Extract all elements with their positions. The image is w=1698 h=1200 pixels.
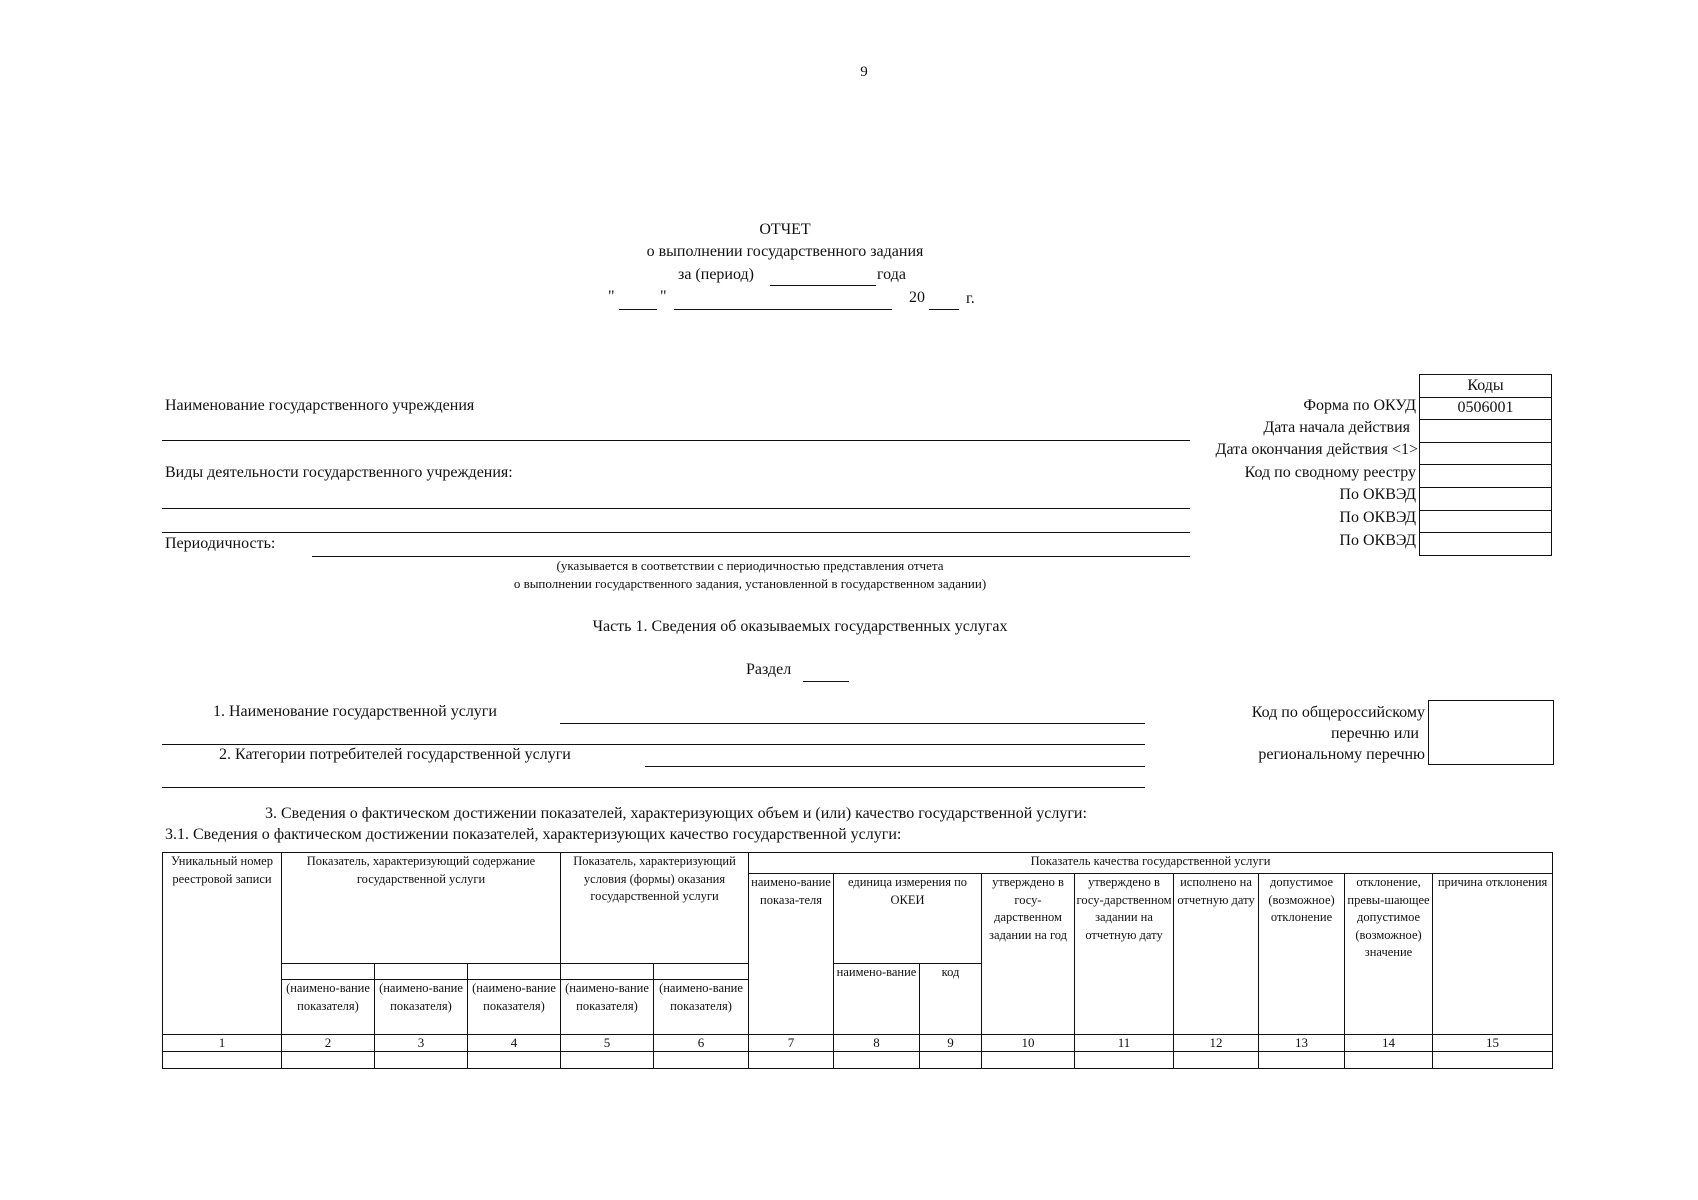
institution-name-line[interactable]: [162, 440, 1190, 441]
blank-cell[interactable]: [282, 964, 375, 980]
data-cell[interactable]: [654, 1052, 749, 1069]
sub-indicator-name: (наимено-вание показателя): [282, 980, 375, 1035]
data-cell[interactable]: [834, 1052, 920, 1069]
info-3-1-heading: 3.1. Сведения о фактическом достижении показателей, характеризующих качество государственной услуги:: [165, 826, 902, 843]
column-number: 14: [1345, 1035, 1433, 1052]
period-prefix: за (период): [678, 266, 754, 283]
code-okved-3-value[interactable]: [1420, 533, 1552, 556]
registry-code-label-2: перечню или: [1330, 725, 1419, 742]
report-title: ОТЧЕТ: [759, 221, 811, 238]
header-condition-indicator: Показатель, характеризующий условия (формы) оказания государственной услуги: [561, 853, 749, 964]
year-suffix: г.: [966, 290, 975, 307]
header-allowed-deviation: допустимое (возможное) отклонение: [1259, 874, 1345, 1035]
code-okved-1-label: По ОКВЭД: [1339, 486, 1416, 503]
blank-cell[interactable]: [468, 964, 561, 980]
quality-indicators-table: [162, 852, 1553, 1069]
header-reason: причина отклонения: [1433, 874, 1553, 1035]
header-content-indicator: Показатель, характеризующий содержание государственной услуги: [282, 853, 561, 964]
codes-header: Коды: [1420, 375, 1552, 398]
data-cell[interactable]: [1345, 1052, 1433, 1069]
header-indicator-name: наимено-вание показа-теля: [749, 874, 834, 1035]
header-quality-indicator: Показатель качества государственной услуги: [749, 853, 1553, 874]
code-registry-value[interactable]: [1420, 465, 1552, 488]
section-blank[interactable]: [803, 681, 849, 682]
info-3-heading: 3. Сведения о фактическом достижении показателей, характеризующих объем и (или) качество государственной услуги:: [265, 805, 1087, 822]
data-cell[interactable]: [163, 1052, 282, 1069]
periodicity-label: Периодичность:: [165, 535, 276, 552]
consumer-categories-label: 2. Категории потребителей государственной услуги: [219, 746, 571, 763]
activity-types-line-1[interactable]: [162, 508, 1190, 509]
code-okved-1-value[interactable]: [1420, 487, 1552, 510]
column-number: 1: [163, 1035, 282, 1052]
header-approved-date: утверждено в госу-дарственном задании на отчетную дату: [1075, 874, 1174, 1035]
date-quote-close: ": [660, 288, 667, 305]
column-number: 2: [282, 1035, 375, 1052]
page-number: 9: [860, 64, 868, 80]
year-blank[interactable]: [929, 309, 959, 310]
data-cell[interactable]: [1433, 1052, 1553, 1069]
sub-indicator-name: (наимено-вание показателя): [375, 980, 468, 1035]
code-registry-label: Код по сводному реестру: [1244, 464, 1416, 481]
data-cell[interactable]: [1075, 1052, 1174, 1069]
header-done: исполнено на отчетную дату: [1174, 874, 1259, 1035]
activity-types-line-2[interactable]: [162, 532, 1190, 533]
code-okud-label: Форма по ОКУД: [1303, 397, 1416, 414]
year-prefix: 20: [909, 289, 925, 306]
header-unit-name: наимено-вание: [834, 964, 920, 1035]
header-unit: единица измерения по ОКЕИ: [834, 874, 982, 964]
header-unique-number: Уникальный номер реестровой записи: [163, 853, 282, 1035]
month-blank[interactable]: [674, 309, 892, 310]
registry-code-box[interactable]: [1428, 700, 1554, 765]
sub-indicator-name: (наимено-вание показателя): [654, 980, 749, 1035]
column-number: 4: [468, 1035, 561, 1052]
period-suffix: года: [877, 266, 906, 283]
date-quote-open: ": [608, 288, 615, 305]
registry-code-label-3: региональному перечню: [1258, 746, 1425, 763]
data-cell[interactable]: [982, 1052, 1075, 1069]
column-number: 5: [561, 1035, 654, 1052]
day-blank[interactable]: [619, 309, 657, 310]
column-number: 10: [982, 1035, 1075, 1052]
code-end-date-label: Дата окончания действия <1>: [1215, 441, 1418, 458]
institution-name-label: Наименование государственного учреждения: [165, 397, 475, 414]
periodicity-note-1: (указывается в соответствии с периодичностью представления отчета: [556, 558, 944, 573]
column-number: 6: [654, 1035, 749, 1052]
data-cell[interactable]: [1174, 1052, 1259, 1069]
blank-cell[interactable]: [654, 964, 749, 980]
data-cell[interactable]: [1259, 1052, 1345, 1069]
service-name-line[interactable]: [560, 723, 1145, 724]
header-unit-code: код: [920, 964, 982, 1035]
code-start-date-label: Дата начала действия: [1263, 419, 1410, 436]
blank-cell[interactable]: [561, 964, 654, 980]
table-row: [163, 1052, 1553, 1069]
activity-types-label: Виды деятельности государственного учреждения:: [165, 464, 513, 481]
code-okved-3-label: По ОКВЭД: [1339, 532, 1416, 549]
period-blank[interactable]: [770, 285, 876, 286]
data-cell[interactable]: [282, 1052, 375, 1069]
blank-cell[interactable]: [375, 964, 468, 980]
data-cell[interactable]: [920, 1052, 982, 1069]
column-number: 8: [834, 1035, 920, 1052]
sub-indicator-name: (наимено-вание показателя): [561, 980, 654, 1035]
code-okud-value[interactable]: 0506001: [1420, 397, 1552, 420]
periodicity-line[interactable]: [312, 556, 1190, 557]
consumer-categories-line[interactable]: [645, 766, 1145, 767]
data-cell[interactable]: [375, 1052, 468, 1069]
code-okved-2-value[interactable]: [1420, 510, 1552, 533]
codes-table: [1419, 374, 1552, 556]
data-cell[interactable]: [561, 1052, 654, 1069]
sub-indicator-name: (наимено-вание показателя): [468, 980, 561, 1035]
header-approved-year: утверждено в госу-дарственном задании на год: [982, 874, 1075, 1035]
consumer-categories-line-2[interactable]: [162, 787, 1145, 788]
service-name-line-2[interactable]: [162, 744, 1145, 745]
data-cell[interactable]: [749, 1052, 834, 1069]
column-number: 3: [375, 1035, 468, 1052]
column-number: 12: [1174, 1035, 1259, 1052]
code-okved-2-label: По ОКВЭД: [1339, 509, 1416, 526]
header-exceeding-deviation: отклонение, превы-шающее допустимое (возможное) значение: [1345, 874, 1433, 1035]
column-number: 9: [920, 1035, 982, 1052]
column-number: 7: [749, 1035, 834, 1052]
report-subtitle: о выполнении государственного задания: [646, 243, 924, 260]
registry-code-label-1: Код по общероссийскому: [1251, 704, 1425, 721]
data-cell[interactable]: [468, 1052, 561, 1069]
code-end-date-value[interactable]: [1420, 442, 1552, 465]
code-start-date-value[interactable]: [1420, 420, 1552, 443]
section-label: Раздел: [746, 661, 792, 678]
part-title: Часть 1. Сведения об оказываемых государственных услугах: [592, 618, 1008, 635]
periodicity-note-2: о выполнении государственного задания, установленной в государственном задании): [513, 576, 987, 591]
column-number: 11: [1075, 1035, 1174, 1052]
column-number: 15: [1433, 1035, 1553, 1052]
column-number: 13: [1259, 1035, 1345, 1052]
service-name-label: 1. Наименование государственной услуги: [213, 703, 497, 720]
